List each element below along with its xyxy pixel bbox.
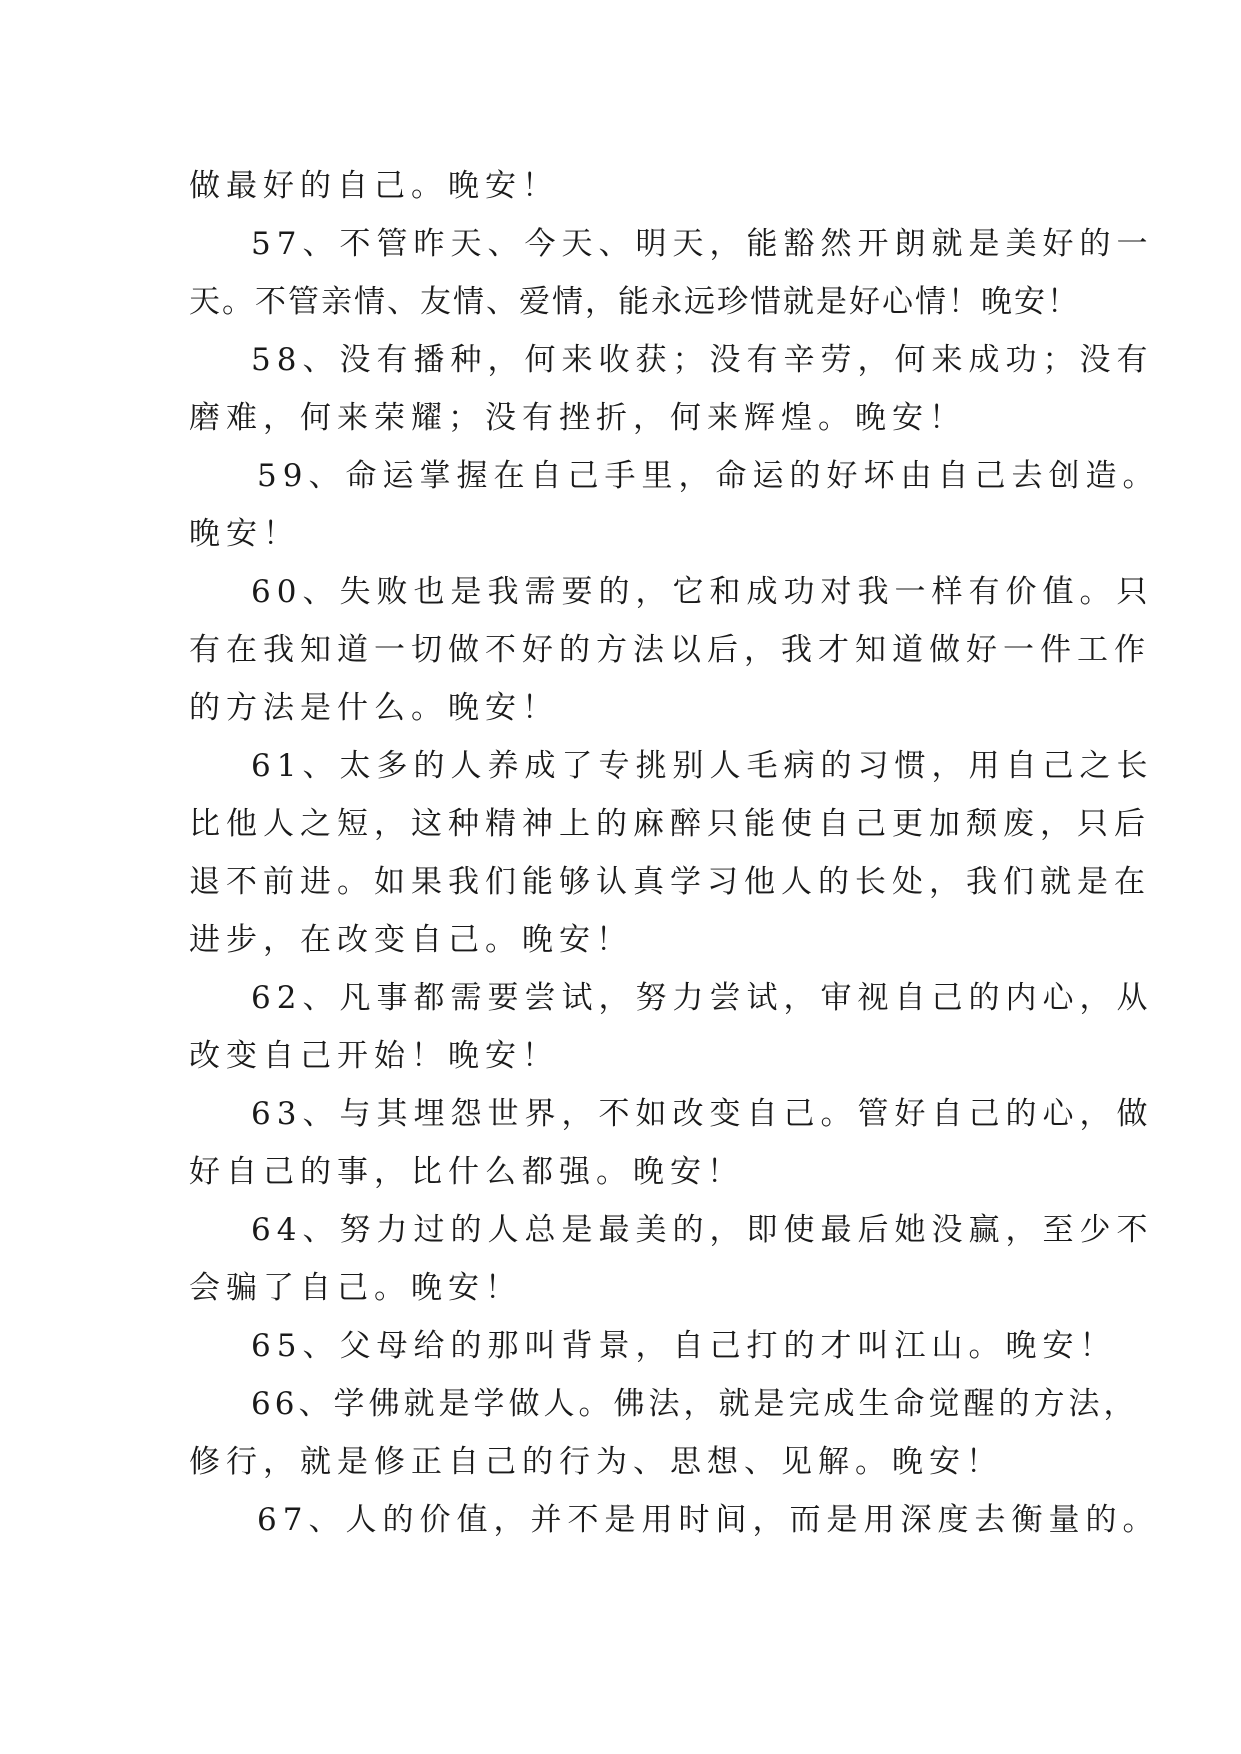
text-line: 64、努力过的人总是最美的，即使最后她没赢，至少不 <box>251 1212 1154 1248</box>
text-line: 天。不管亲情、友情、爱情，能永远珍惜就是好心情！晚安！ <box>189 284 1080 320</box>
text-line: 好自己的事，比什么都强。晚安！ <box>189 1154 744 1190</box>
document-body <box>189 157 1160 1549</box>
text-line: 改变自己开始！晚安！ <box>189 1038 559 1074</box>
text-line: 59、命运掌握在自己手里，命运的好坏由自己去创造。 <box>257 458 1160 494</box>
text-line: 62、凡事都需要尝试，努力尝试，审视自己的内心，从 <box>251 980 1154 1016</box>
text-line: 会骗了自己。晚安！ <box>189 1270 522 1306</box>
text-line: 65、父母给的那叫背景，自己打的才叫江山。晚安！ <box>251 1328 1117 1364</box>
text-line: 67、人的价值，并不是用时间，而是用深度去衡量的。 <box>257 1502 1160 1538</box>
text-line: 57、不管昨天、今天、明天，能豁然开朗就是美好的一 <box>251 226 1154 262</box>
text-line: 60、失败也是我需要的，它和成功对我一样有价值。只 <box>251 574 1154 610</box>
text-line: 有在我知道一切做不好的方法以后，我才知道做好一件工作 <box>189 632 1151 668</box>
text-line: 63、与其埋怨世界，不如改变自己。管好自己的心，做 <box>251 1096 1154 1132</box>
text-line: 61、太多的人养成了专挑别人毛病的习惯，用自己之长 <box>251 748 1154 784</box>
text-line: 退不前进。如果我们能够认真学习他人的长处，我们就是在 <box>189 864 1151 900</box>
text-line: 晚安！ <box>189 516 300 552</box>
text-line: 比他人之短，这种精神上的麻醉只能使自己更加颓废，只后 <box>189 806 1151 842</box>
text-line: 66、学佛就是学做人。佛法，就是完成生命觉醒的方法， <box>251 1386 1139 1422</box>
text-line: 做最好的自己。晚安！ <box>189 168 559 204</box>
text-line: 的方法是什么。晚安！ <box>189 690 559 726</box>
text-line: 进步，在改变自己。晚安！ <box>189 922 633 958</box>
text-line: 58、没有播种，何来收获；没有辛劳，何来成功；没有 <box>251 342 1154 378</box>
text-line: 磨难，何来荣耀；没有挫折，何来辉煌。晚安！ <box>189 400 966 436</box>
text-line: 修行，就是修正自己的行为、思想、见解。晚安！ <box>189 1444 1003 1480</box>
